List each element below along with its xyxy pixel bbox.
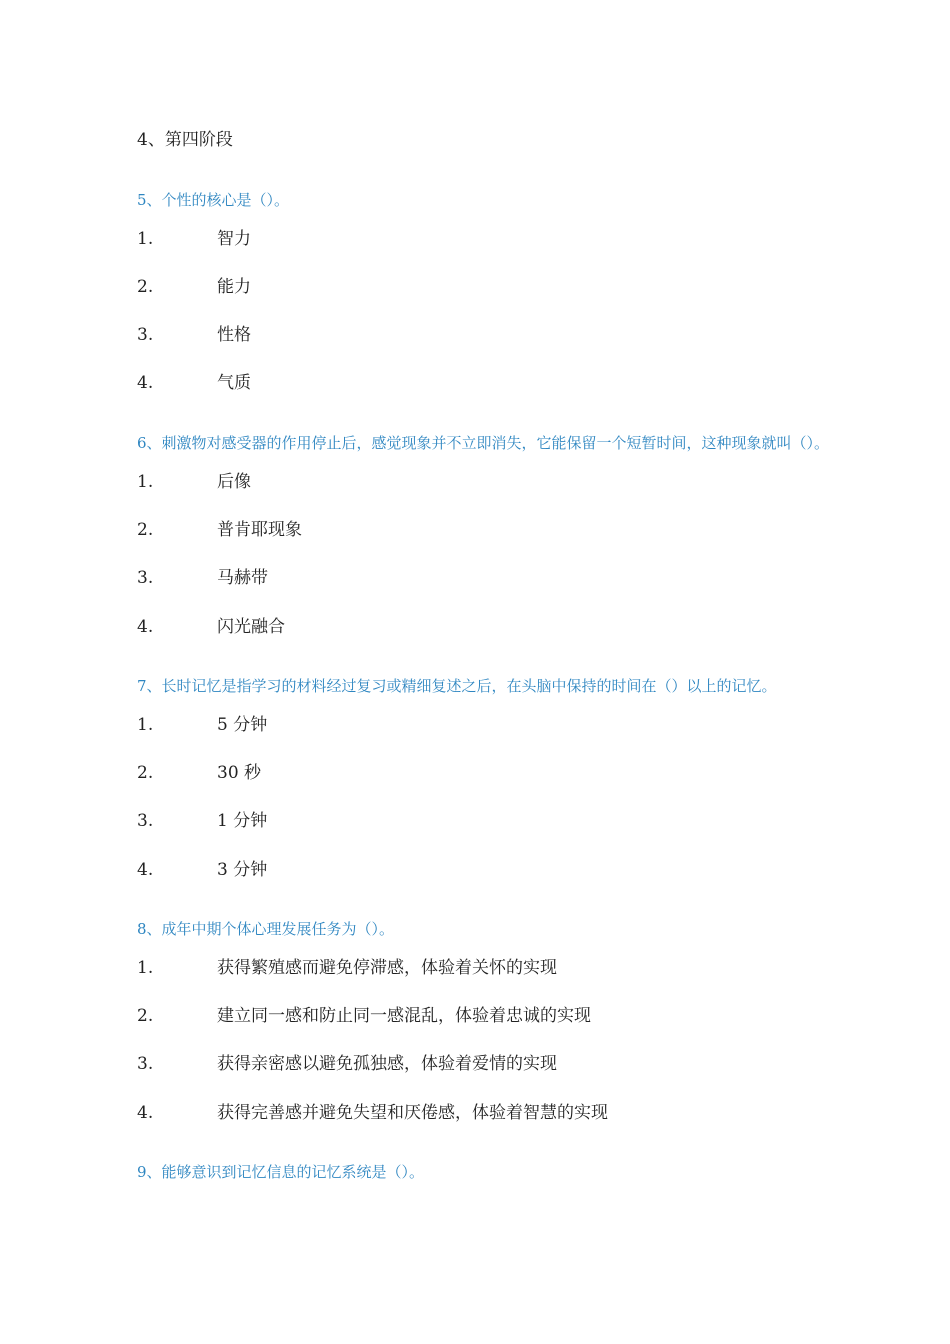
option-8-2: [137, 1006, 591, 1026]
option-text: 获得亲密感以避免孤独感，体验着爱情的实现: [217, 1054, 557, 1074]
option-number: 2.: [137, 277, 154, 297]
option-5-4: [137, 373, 251, 393]
option-text: 智力: [217, 229, 251, 249]
option-8-1: [137, 958, 557, 978]
option-text: 气质: [217, 373, 251, 393]
option-number: 2.: [137, 763, 154, 783]
option-7-1: [137, 715, 267, 735]
option-text: 获得完善感并避免失望和厌倦感，体验着智慧的实现: [217, 1103, 608, 1123]
option-number: 3.: [137, 325, 154, 345]
option-number: 4.: [137, 1103, 154, 1123]
question-8: 8、成年中期个体心理发展任务为（）。: [137, 920, 395, 938]
option-text: 3 分钟: [217, 860, 268, 880]
option-text: 5 分钟: [217, 715, 268, 735]
option-8-4: [137, 1103, 608, 1123]
option-number: 1.: [137, 229, 154, 249]
option-7-4: [137, 860, 267, 880]
option-number: 1.: [137, 715, 154, 735]
option-number: 1.: [137, 472, 154, 492]
option-number: 3.: [137, 568, 154, 588]
option-text: 建立同一感和防止同一感混乱，体验着忠诚的实现: [217, 1006, 591, 1026]
question-6: 6、刺激物对感受器的作用停止后，感觉现象并不立即消失，它能保留一个短暂时间，这种现象就叫（）。: [137, 434, 830, 452]
option-text: 1 分钟: [217, 811, 268, 831]
option-5-2: [137, 277, 251, 297]
option-text: 马赫带: [217, 568, 268, 588]
option-text: 获得繁殖感而避免停滞感，体验着关怀的实现: [217, 958, 557, 978]
option-text: 30 秒: [217, 763, 262, 783]
question-9: 9、能够意识到记忆信息的记忆系统是（）。: [137, 1163, 425, 1181]
option-text: 普肯耶现象: [217, 520, 302, 540]
leading-option: 4、第四阶段: [137, 130, 233, 150]
option-number: 4.: [137, 373, 154, 393]
option-7-2: [137, 763, 261, 783]
option-6-1: [137, 472, 251, 492]
option-number: 1.: [137, 958, 154, 978]
option-8-3: [137, 1054, 557, 1074]
option-number: 3.: [137, 1054, 154, 1074]
option-number: 4.: [137, 617, 154, 637]
question-7: 7、长时记忆是指学习的材料经过复习或精细复述之后，在头脑中保持的时间在（）以上的记忆。: [137, 677, 777, 695]
option-6-2: [137, 520, 302, 540]
option-number: 2.: [137, 520, 154, 540]
option-text: 性格: [217, 325, 251, 345]
option-number: 2.: [137, 1006, 154, 1026]
option-text: 闪光融合: [217, 617, 285, 637]
option-text: 后像: [217, 472, 251, 492]
option-text: 能力: [217, 277, 251, 297]
option-5-3: [137, 325, 251, 345]
question-5: 5、个性的核心是（）。: [137, 191, 290, 209]
option-6-3: [137, 568, 268, 588]
option-6-4: [137, 617, 285, 637]
option-number: 3.: [137, 811, 154, 831]
option-number: 4.: [137, 860, 154, 880]
option-5-1: [137, 229, 251, 249]
option-7-3: [137, 811, 267, 831]
